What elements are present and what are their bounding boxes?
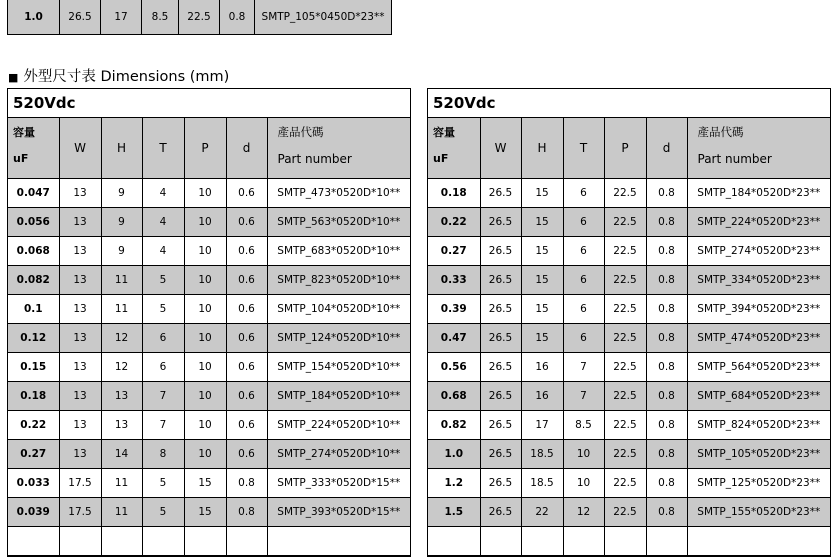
height-cell: 15	[521, 208, 563, 237]
part-number-cell: SMTP_563*0520D*10**	[267, 208, 410, 237]
table-row	[428, 382, 830, 411]
height-cell: 11	[101, 498, 142, 527]
lead-diameter-cell: 0.8	[646, 324, 687, 353]
lead-diameter-cell: 0.8	[646, 411, 687, 440]
table-row	[428, 266, 830, 295]
pitch-cell: 22.5	[604, 295, 646, 324]
pitch-header: P	[604, 118, 646, 179]
pitch-cell: 22.5	[604, 179, 646, 208]
table-row	[8, 179, 410, 208]
table-row	[428, 237, 830, 266]
pitch-cell: 15	[184, 469, 226, 498]
thickness-cell: 5	[142, 295, 184, 324]
lead-diameter-cell: 0.8	[646, 498, 687, 527]
capacitance-cell: 1.0	[8, 0, 60, 35]
previous-table-fragment	[7, 0, 392, 35]
pitch-cell: 10	[184, 324, 226, 353]
height-cell: 11	[101, 295, 142, 324]
height-cell: 9	[101, 208, 142, 237]
capacitance-header-unit: uF	[13, 152, 29, 165]
height-header: H	[521, 118, 563, 179]
part-number-cell: SMTP_333*0520D*15**	[267, 469, 410, 498]
width-cell: 26.5	[480, 237, 521, 266]
part-number-cell: SMTP_184*0520D*10**	[267, 382, 410, 411]
width-cell: 13	[59, 179, 101, 208]
pitch-cell: 15	[184, 498, 226, 527]
thickness-cell: 5	[142, 469, 184, 498]
thickness-cell: 6	[563, 208, 604, 237]
width-cell: 13	[59, 440, 101, 469]
pitch-cell: 22.5	[604, 411, 646, 440]
thickness-cell: 10	[563, 469, 604, 498]
part-number-cell: SMTP_394*0520D*23**	[687, 295, 830, 324]
width-header: W	[59, 118, 101, 179]
lead-diameter-header: d	[226, 118, 267, 179]
lead-diameter-cell: 0.6	[226, 208, 267, 237]
voltage-title: 520Vdc	[8, 89, 410, 118]
part-number-header-zh: 產品代碼	[277, 125, 324, 139]
thickness-cell: 10	[563, 440, 604, 469]
table-row	[8, 411, 410, 440]
width-cell: 26.5	[480, 498, 521, 527]
width-cell: 13	[59, 411, 101, 440]
dimensions-table	[428, 118, 830, 556]
capacitance-header-zh: 容量	[433, 126, 455, 139]
height-cell: 11	[101, 469, 142, 498]
height-cell: 15	[521, 324, 563, 353]
capacitance-cell: 0.47	[428, 324, 480, 353]
thickness-header: T	[563, 118, 604, 179]
width-cell: 13	[59, 208, 101, 237]
width-header: W	[480, 118, 521, 179]
pitch-cell: 10	[184, 237, 226, 266]
pitch-cell: 22.5	[604, 266, 646, 295]
capacitance-header-unit: uF	[433, 152, 449, 165]
width-cell: 26.5	[480, 208, 521, 237]
table-row	[8, 0, 392, 35]
thickness-cell: 7	[142, 411, 184, 440]
capacitance-cell: 0.27	[428, 237, 480, 266]
height-cell: 12	[101, 324, 142, 353]
height-cell: 9	[101, 179, 142, 208]
thickness-cell: 8	[142, 440, 184, 469]
table-row	[428, 353, 830, 382]
pitch-cell: 10	[184, 266, 226, 295]
capacitance-cell: 0.82	[428, 411, 480, 440]
lead-diameter-cell: 0.6	[226, 382, 267, 411]
lead-diameter-cell: 0.6	[226, 295, 267, 324]
thickness-cell: 6	[563, 324, 604, 353]
part-number-cell: SMTP_224*0520D*23**	[687, 208, 830, 237]
lead-diameter-cell: 0.8	[646, 382, 687, 411]
pitch-cell: 10	[184, 179, 226, 208]
part-number-header-en: Part number	[697, 152, 772, 166]
table-row	[428, 527, 830, 556]
capacitance-cell: 0.033	[8, 469, 59, 498]
capacitance-cell: 0.68	[428, 382, 480, 411]
table-row	[8, 382, 410, 411]
lead-diameter-cell: 0.8	[646, 266, 687, 295]
part-number-cell: SMTP_274*0520D*23**	[687, 237, 830, 266]
part-number-cell: SMTP_125*0520D*23**	[687, 469, 830, 498]
header-row	[428, 118, 830, 179]
table-row	[8, 527, 410, 556]
thickness-cell: 6	[563, 295, 604, 324]
table-row	[8, 295, 410, 324]
table-row	[428, 498, 830, 527]
part-number-cell: SMTP_224*0520D*10**	[267, 411, 410, 440]
table-row	[428, 295, 830, 324]
width-cell: 26.5	[480, 179, 521, 208]
capacitance-header	[8, 118, 59, 179]
lead-diameter-cell: 0.8	[646, 208, 687, 237]
lead-diameter-cell: 0.8	[646, 295, 687, 324]
lead-diameter-cell: 0.8	[646, 440, 687, 469]
capacitance-cell: 0.1	[8, 295, 59, 324]
table-row	[8, 208, 410, 237]
lead-diameter-cell: 0.6	[226, 266, 267, 295]
table-row	[8, 353, 410, 382]
part-number-cell: SMTP_155*0520D*23**	[687, 498, 830, 527]
capacitance-cell: 0.39	[428, 295, 480, 324]
part-number-cell: SMTP_334*0520D*23**	[687, 266, 830, 295]
capacitance-cell: 0.068	[8, 237, 59, 266]
pitch-cell: 22.5	[604, 353, 646, 382]
dimensions-table-right	[427, 88, 831, 557]
part-number-cell: SMTP_824*0520D*23**	[687, 411, 830, 440]
thickness-cell: 5	[142, 498, 184, 527]
capacitance-cell: 0.27	[8, 440, 59, 469]
part-number-cell: SMTP_104*0520D*10**	[267, 295, 410, 324]
voltage-title: 520Vdc	[428, 89, 830, 118]
thickness-cell: 6	[563, 179, 604, 208]
height-cell: 12	[101, 353, 142, 382]
pitch-cell: 10	[184, 353, 226, 382]
pitch-cell: 10	[184, 382, 226, 411]
dimensions-table	[8, 118, 410, 556]
lead-diameter-cell: 0.6	[226, 411, 267, 440]
pitch-cell: 22.5	[604, 469, 646, 498]
section-heading	[8, 65, 229, 86]
pitch-cell: 22.5	[604, 237, 646, 266]
width-cell: 13	[59, 324, 101, 353]
part-number-header-en: Part number	[277, 152, 352, 166]
table-row	[8, 266, 410, 295]
height-cell: 13	[101, 411, 142, 440]
width-cell: 26.5	[480, 353, 521, 382]
height-cell: 16	[521, 353, 563, 382]
pitch-cell: 10	[184, 411, 226, 440]
capacitance-cell: 0.18	[8, 382, 59, 411]
capacitance-cell: 0.15	[8, 353, 59, 382]
width-cell: 13	[59, 237, 101, 266]
width-cell: 13	[59, 382, 101, 411]
pitch-cell: 22.5	[179, 0, 220, 35]
table-row	[8, 469, 410, 498]
width-cell: 26.5	[480, 266, 521, 295]
table-row	[8, 324, 410, 353]
width-cell: 26.5	[480, 411, 521, 440]
thickness-header: T	[142, 118, 184, 179]
height-cell: 15	[521, 179, 563, 208]
capacitance-cell: 0.22	[8, 411, 59, 440]
table-row	[8, 237, 410, 266]
lead-diameter-cell: 0.8	[646, 353, 687, 382]
lead-diameter-cell: 0.6	[226, 440, 267, 469]
bullet-icon: ■	[8, 71, 19, 84]
height-cell: 16	[521, 382, 563, 411]
part-number-cell: SMTP_105*0520D*23**	[687, 440, 830, 469]
lead-diameter-cell: 0.8	[646, 179, 687, 208]
height-cell: 14	[101, 440, 142, 469]
pitch-header: P	[184, 118, 226, 179]
table-row	[428, 324, 830, 353]
lead-diameter-cell: 0.6	[226, 237, 267, 266]
part-number-cell: SMTP_564*0520D*23**	[687, 353, 830, 382]
capacitance-cell: 0.22	[428, 208, 480, 237]
dimensions-table-left	[7, 88, 411, 557]
pitch-cell: 22.5	[604, 324, 646, 353]
part-number-cell: SMTP_105*0450D*23**	[255, 0, 392, 35]
thickness-cell: 4	[142, 208, 184, 237]
part-number-header	[267, 118, 410, 179]
thickness-cell: 7	[563, 353, 604, 382]
pitch-cell: 10	[184, 208, 226, 237]
table-row	[8, 440, 410, 469]
width-cell: 26.5	[60, 0, 101, 35]
thickness-cell: 6	[142, 324, 184, 353]
part-number-header	[687, 118, 830, 179]
height-cell: 15	[521, 237, 563, 266]
height-cell: 17	[521, 411, 563, 440]
capacitance-cell: 0.082	[8, 266, 59, 295]
part-number-cell: SMTP_184*0520D*23**	[687, 179, 830, 208]
height-cell: 17	[101, 0, 142, 35]
lead-diameter-cell: 0.8	[646, 237, 687, 266]
pitch-cell: 22.5	[604, 498, 646, 527]
thickness-cell: 4	[142, 237, 184, 266]
width-cell: 26.5	[480, 324, 521, 353]
part-number-header-zh: 產品代碼	[697, 125, 744, 139]
capacitance-cell: 0.056	[8, 208, 59, 237]
width-cell: 13	[59, 353, 101, 382]
lead-diameter-cell: 0.8	[220, 0, 255, 35]
width-cell: 26.5	[480, 295, 521, 324]
pitch-cell: 22.5	[604, 440, 646, 469]
part-number-cell: SMTP_683*0520D*10**	[267, 237, 410, 266]
capacitance-cell: 0.18	[428, 179, 480, 208]
thickness-cell: 6	[563, 266, 604, 295]
part-number-cell: SMTP_823*0520D*10**	[267, 266, 410, 295]
pitch-cell: 22.5	[604, 382, 646, 411]
height-cell: 13	[101, 382, 142, 411]
width-cell: 26.5	[480, 382, 521, 411]
table-row	[428, 440, 830, 469]
capacitance-header-zh: 容量	[13, 126, 35, 139]
part-number-cell: SMTP_393*0520D*15**	[267, 498, 410, 527]
thickness-cell: 5	[142, 266, 184, 295]
lead-diameter-cell: 0.6	[226, 179, 267, 208]
height-cell: 11	[101, 266, 142, 295]
lead-diameter-cell: 0.6	[226, 353, 267, 382]
part-number-cell: SMTP_473*0520D*10**	[267, 179, 410, 208]
width-cell: 13	[59, 266, 101, 295]
part-number-cell: SMTP_684*0520D*23**	[687, 382, 830, 411]
capacitance-header	[428, 118, 480, 179]
section-title: 外型尺寸表 Dimensions (mm)	[23, 69, 230, 85]
width-cell: 17.5	[59, 469, 101, 498]
capacitance-cell: 0.33	[428, 266, 480, 295]
height-cell: 15	[521, 295, 563, 324]
header-row	[8, 118, 410, 179]
part-number-cell: SMTP_474*0520D*23**	[687, 324, 830, 353]
part-number-cell: SMTP_274*0520D*10**	[267, 440, 410, 469]
table-row	[428, 179, 830, 208]
thickness-cell: 7	[142, 382, 184, 411]
width-cell: 13	[59, 295, 101, 324]
pitch-cell: 22.5	[604, 208, 646, 237]
part-number-cell: SMTP_154*0520D*10**	[267, 353, 410, 382]
height-cell: 22	[521, 498, 563, 527]
lead-diameter-cell: 0.6	[226, 324, 267, 353]
lead-diameter-header: d	[646, 118, 687, 179]
thickness-cell: 8.5	[563, 411, 604, 440]
part-number-cell: SMTP_124*0520D*10**	[267, 324, 410, 353]
capacitance-cell: 0.12	[8, 324, 59, 353]
lead-diameter-cell: 0.8	[226, 469, 267, 498]
pitch-cell: 10	[184, 440, 226, 469]
table-row	[428, 469, 830, 498]
width-cell: 26.5	[480, 440, 521, 469]
capacitance-cell: 0.56	[428, 353, 480, 382]
height-cell: 18.5	[521, 440, 563, 469]
lead-diameter-cell: 0.8	[646, 469, 687, 498]
table-row	[428, 208, 830, 237]
width-cell: 17.5	[59, 498, 101, 527]
height-header: H	[101, 118, 142, 179]
thickness-cell: 6	[563, 237, 604, 266]
height-cell: 18.5	[521, 469, 563, 498]
width-cell: 26.5	[480, 469, 521, 498]
thickness-cell: 7	[563, 382, 604, 411]
table-row	[8, 498, 410, 527]
thickness-cell: 6	[142, 353, 184, 382]
thickness-cell: 8.5	[142, 0, 179, 35]
table-row	[428, 411, 830, 440]
thickness-cell: 12	[563, 498, 604, 527]
thickness-cell: 4	[142, 179, 184, 208]
height-cell: 15	[521, 266, 563, 295]
height-cell: 9	[101, 237, 142, 266]
capacitance-cell: 0.039	[8, 498, 59, 527]
pitch-cell: 10	[184, 295, 226, 324]
capacitance-cell: 1.2	[428, 469, 480, 498]
capacitance-cell: 0.047	[8, 179, 59, 208]
capacitance-cell: 1.0	[428, 440, 480, 469]
capacitance-cell: 1.5	[428, 498, 480, 527]
lead-diameter-cell: 0.8	[226, 498, 267, 527]
